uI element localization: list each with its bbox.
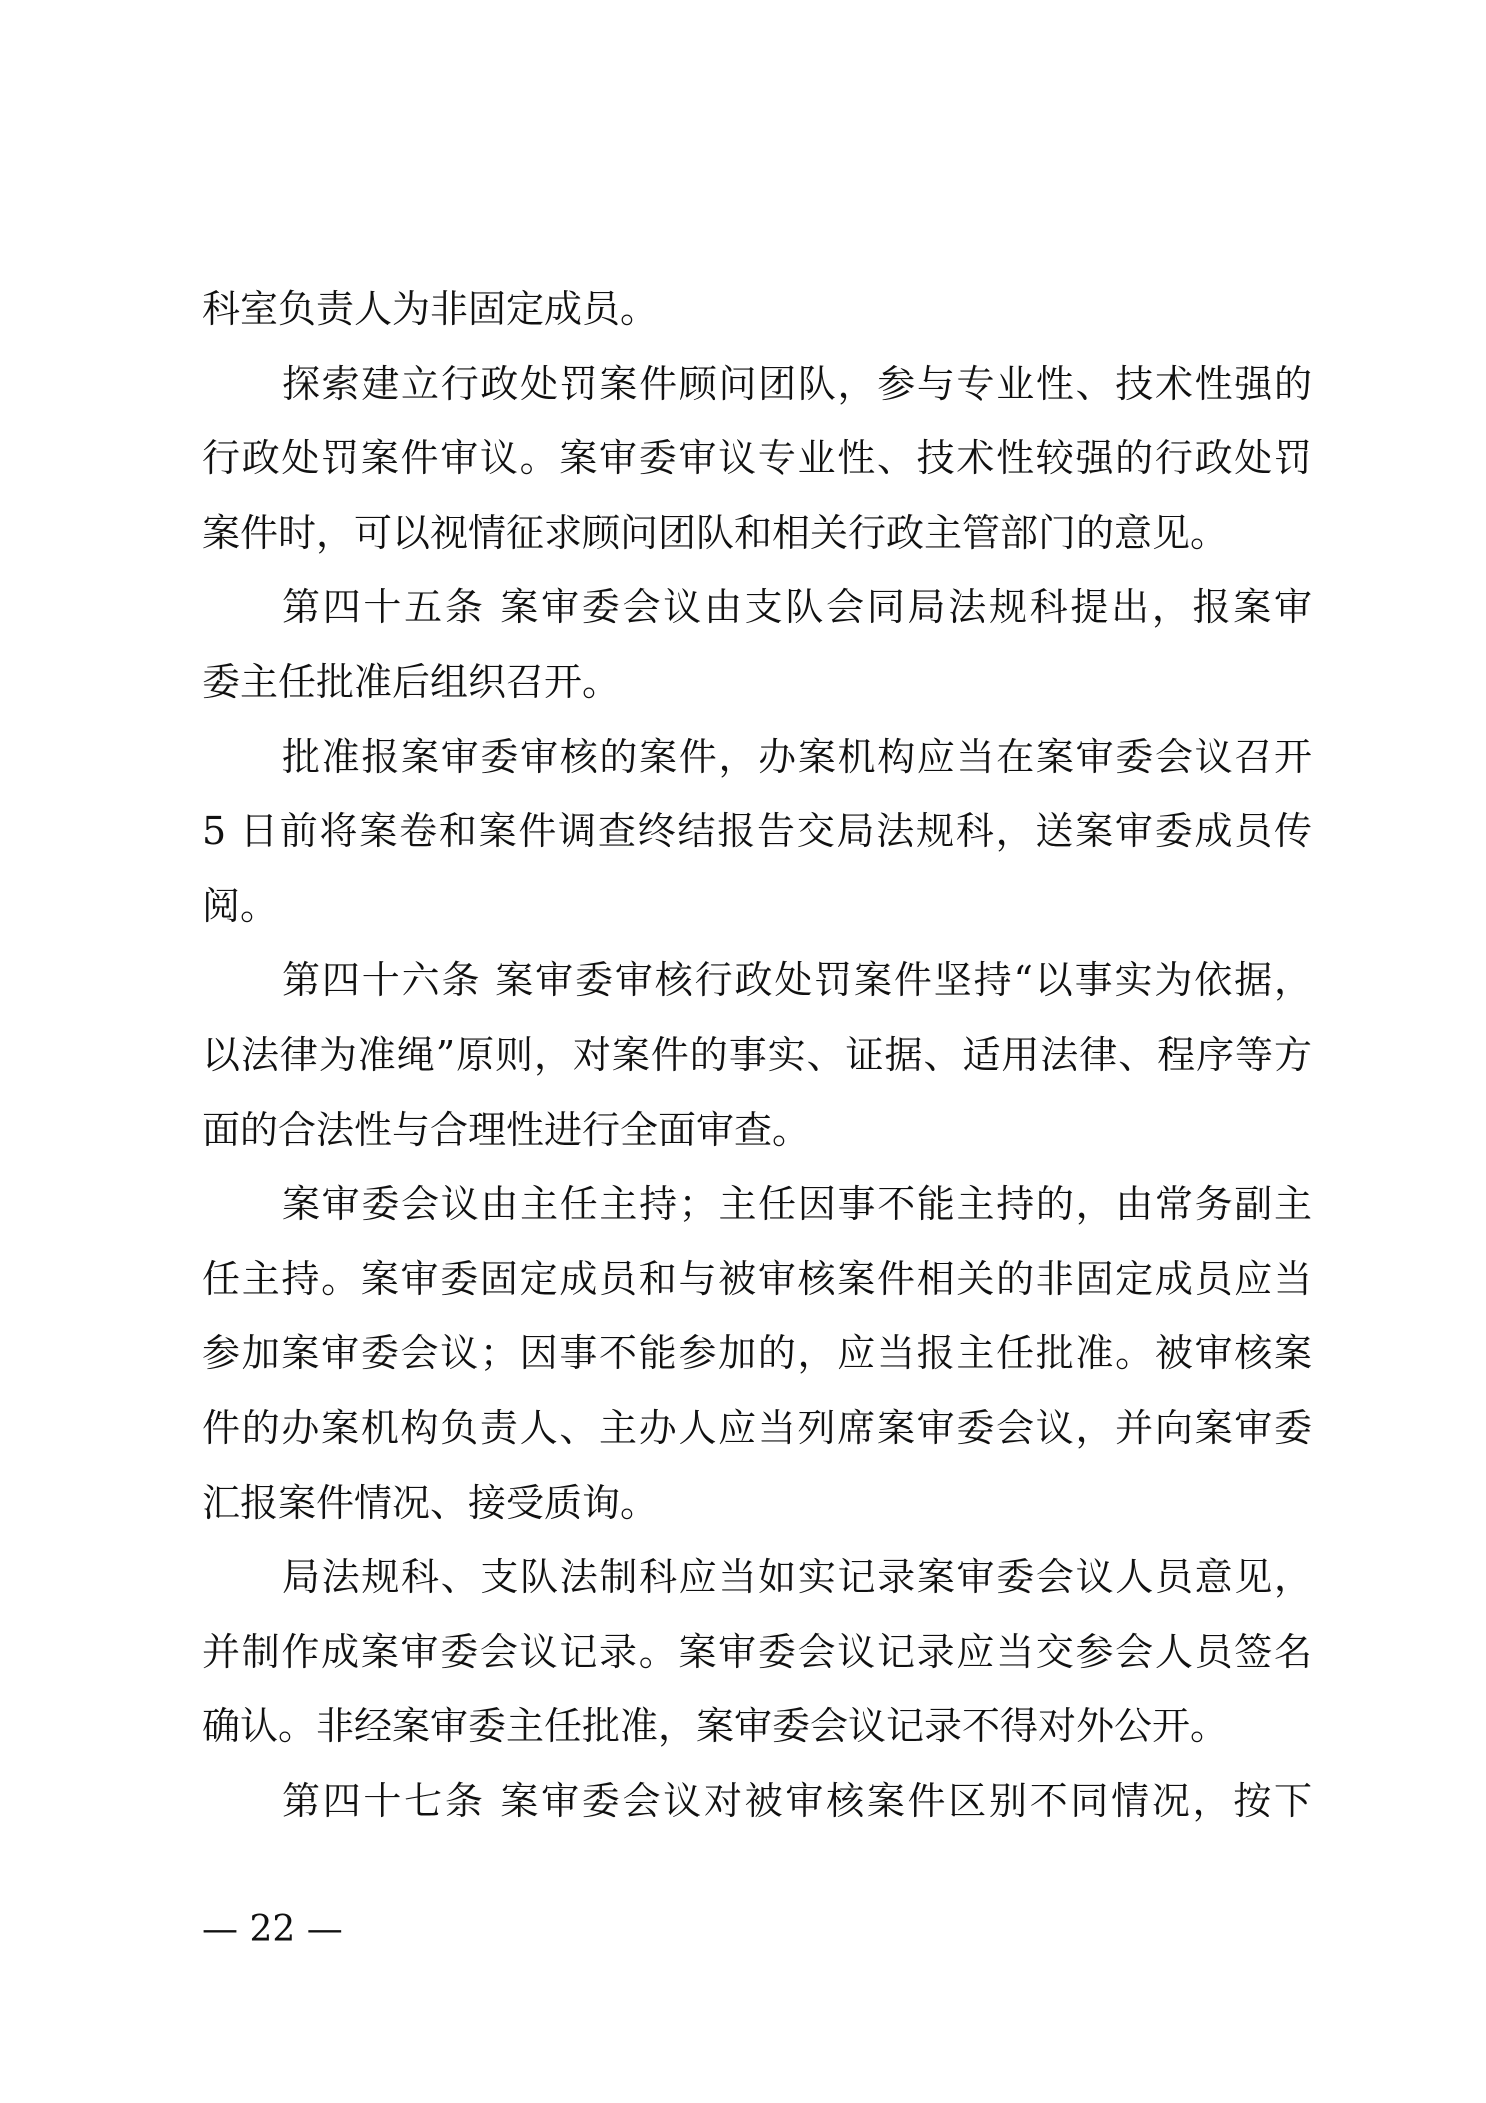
text-line: 汇报案件情况、接受质询。	[202, 1480, 659, 1525]
page-number: — 22 —	[202, 1909, 343, 1950]
text-line: 并制作成案审委会议记录。案审委会议记录应当交参会人员签名	[202, 1629, 1312, 1674]
text-line: 阅。	[202, 883, 279, 928]
text-line: 案件时，可以视情征求顾问团队和相关行政主管部门的意见。	[202, 510, 1229, 555]
text-line: 件的办案机构负责人、主办人应当列席案审委会议，并向案审委	[202, 1405, 1312, 1450]
text-line: 探索建立行政处罚案件顾问团队，参与专业性、技术性强的	[282, 361, 1312, 406]
body-text	[202, 272, 1312, 1838]
text-line: 第四十六条 案审委审核行政处罚案件坚持“以事实为依据，	[282, 958, 1312, 1003]
text-line: 5 日前将案卷和案件调查终结报告交局法规科，送案审委成员传	[202, 809, 1312, 854]
text-line: 局法规科、支队法制科应当如实记录案审委会议人员意见，	[282, 1555, 1312, 1600]
text-line: 以法律为准绳”原则，对案件的事实、证据、适用法律、程序等方	[202, 1032, 1312, 1077]
text-line: 批准报案审委审核的案件，办案机构应当在案审委会议召开	[282, 734, 1312, 779]
text-line: 第四十五条 案审委会议由支队会同局法规科提出，报案审	[282, 585, 1312, 630]
text-line: 第四十七条 案审委会议对被审核案件区别不同情况，按下	[282, 1778, 1312, 1823]
text-line: 行政处罚案件审议。案审委审议专业性、技术性较强的行政处罚	[202, 436, 1312, 481]
text-line: 任主持。案审委固定成员和与被审核案件相关的非固定成员应当	[202, 1256, 1312, 1301]
text-line: 面的合法性与合理性进行全面审查。	[202, 1107, 811, 1152]
text-line: 案审委会议由主任主持；主任因事不能主持的，由常务副主	[282, 1182, 1312, 1227]
text-line: 确认。非经案审委主任批准，案审委会议记录不得对外公开。	[202, 1704, 1229, 1749]
text-line: 委主任批准后组织召开。	[202, 659, 621, 704]
text-line: 科室负责人为非固定成员。	[202, 287, 659, 331]
text-line: 参加案审委会议；因事不能参加的，应当报主任批准。被审核案	[202, 1331, 1312, 1376]
